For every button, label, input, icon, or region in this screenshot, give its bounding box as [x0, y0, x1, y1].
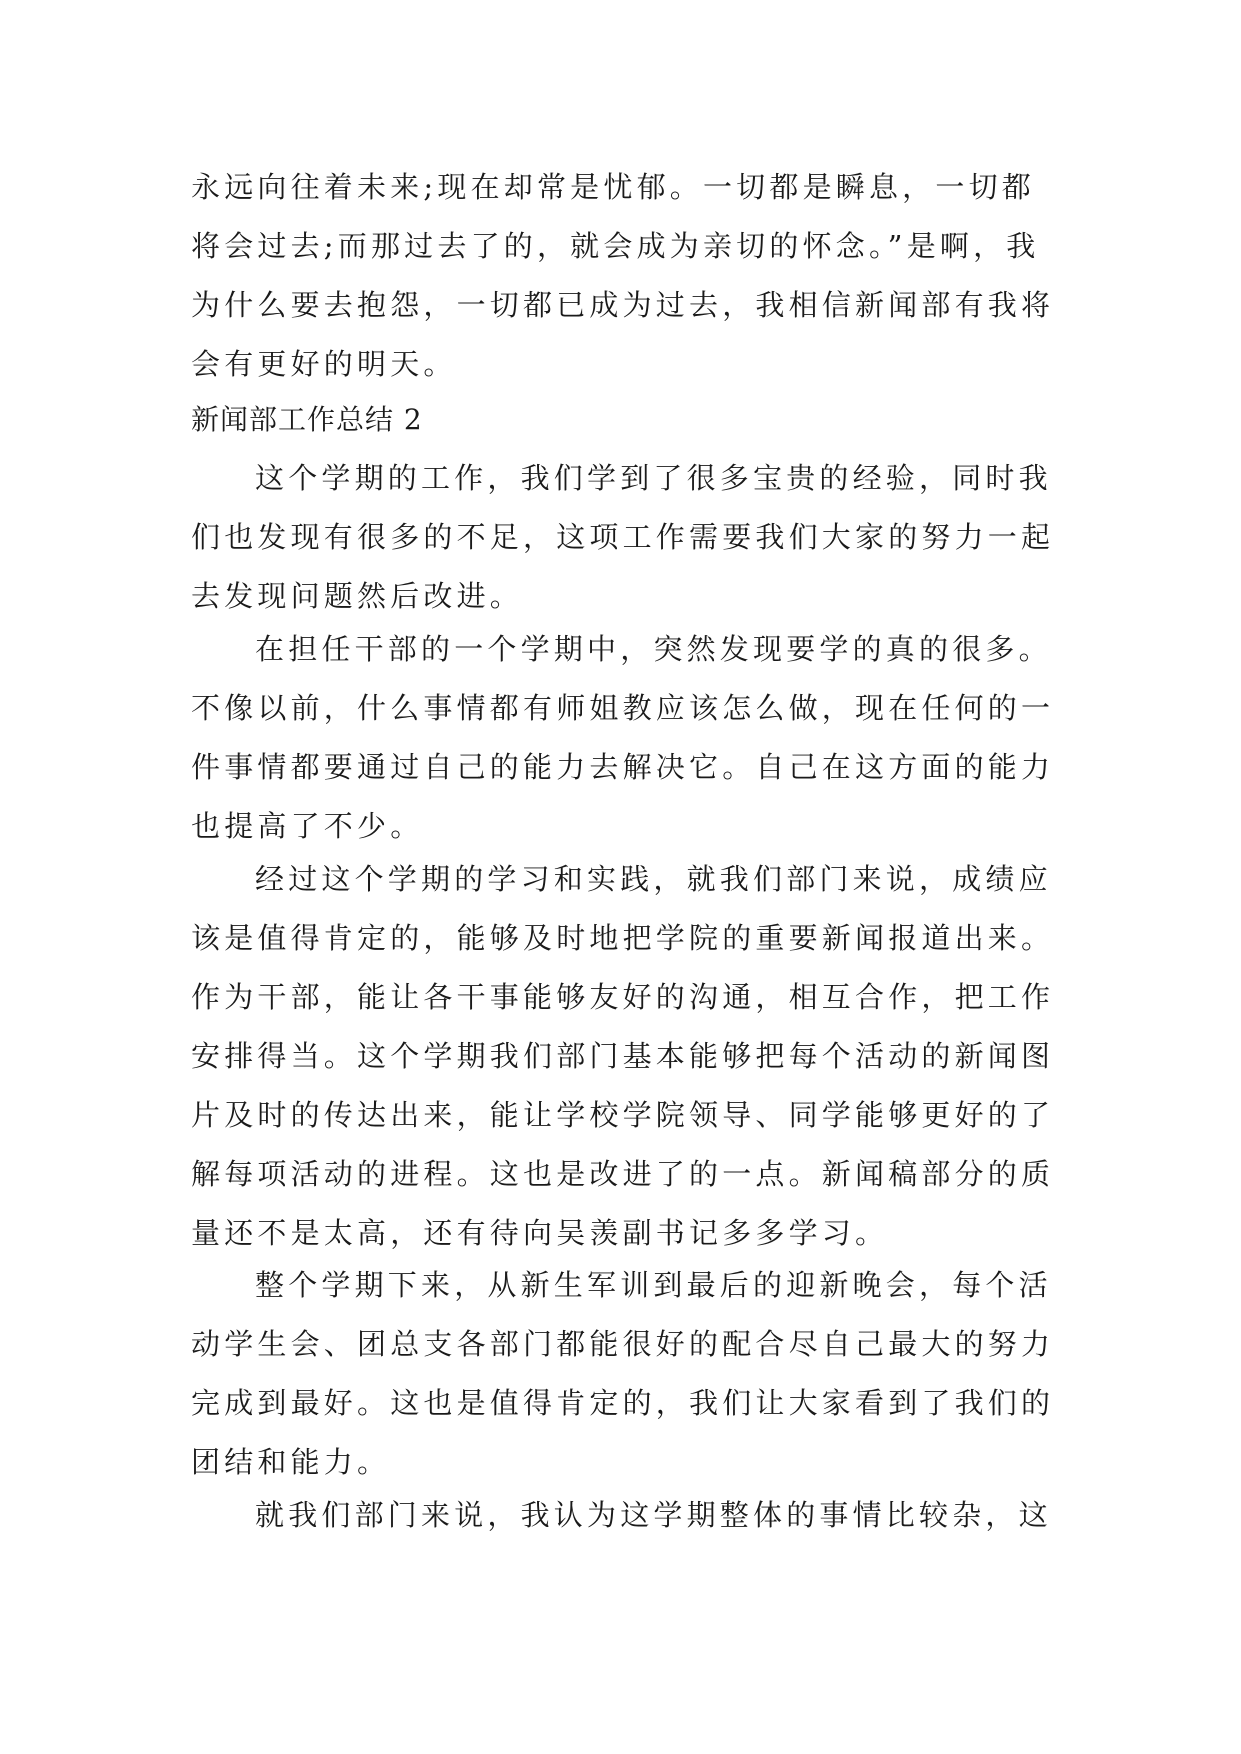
text-line: 件事情都要通过自己的能力去解决它。自己在这方面的能力: [191, 750, 1055, 784]
section-title: 新闻部工作总结 2: [191, 403, 423, 436]
text-line: 去发现问题然后改进。: [191, 579, 524, 613]
text-line: 们也发现有很多的不足，这项工作需要我们大家的努力一起: [191, 520, 1055, 554]
text-line: 为什么要去抱怨，一切都已成为过去，我相信新闻部有我将: [191, 288, 1055, 322]
text-line: 量还不是太高，还有待向吴羡副书记多多学习。: [191, 1216, 889, 1250]
text-line: 动学生会、团总支各部门都能很好的配合尽自己最大的努力: [191, 1327, 1055, 1361]
text-line: 不像以前，什么事情都有师姐教应该怎么做，现在任何的一: [191, 691, 1055, 725]
text-line: 永远向往着未来;现在却常是忧郁。一切都是瞬息，一切都: [191, 170, 1035, 204]
text-line: 经过这个学期的学习和实践，就我们部门来说，成绩应: [255, 862, 1052, 896]
text-line: 整个学期下来，从新生军训到最后的迎新晚会，每个活: [255, 1268, 1052, 1302]
text-line: 就我们部门来说，我认为这学期整体的事情比较杂，这: [255, 1498, 1052, 1532]
text-line: 该是值得肯定的，能够及时地把学院的重要新闻报道出来。: [191, 921, 1055, 955]
text-line: 将会过去;而那过去了的，就会成为亲切的怀念。”是啊，我: [191, 229, 1040, 263]
text-line: 这个学期的工作，我们学到了很多宝贵的经验，同时我: [255, 461, 1052, 495]
intro-paragraph: [191, 158, 1055, 394]
paragraph-5: [191, 1486, 1051, 1545]
paragraph-1: [191, 449, 1055, 626]
text-line: 片及时的传达出来，能让学校学院领导、同学能够更好的了: [191, 1098, 1055, 1132]
paragraph-2: [191, 620, 1055, 856]
paragraph-3: [191, 850, 1055, 1263]
paragraph-4: [191, 1256, 1055, 1492]
text-line: 团结和能力。: [191, 1445, 391, 1479]
text-line: 解每项活动的进程。这也是改进了的一点。新闻稿部分的质: [191, 1157, 1055, 1191]
text-line: 完成到最好。这也是值得肯定的，我们让大家看到了我们的: [191, 1386, 1055, 1420]
text-line: 也提高了不少。: [191, 809, 424, 843]
text-line: 安排得当。这个学期我们部门基本能够把每个活动的新闻图: [191, 1039, 1055, 1073]
text-line: 在担任干部的一个学期中，突然发现要学的真的很多。: [255, 632, 1052, 666]
text-line: 作为干部，能让各干事能够友好的沟通，相互合作，把工作: [191, 980, 1055, 1014]
text-line: 会有更好的明天。: [191, 347, 457, 381]
